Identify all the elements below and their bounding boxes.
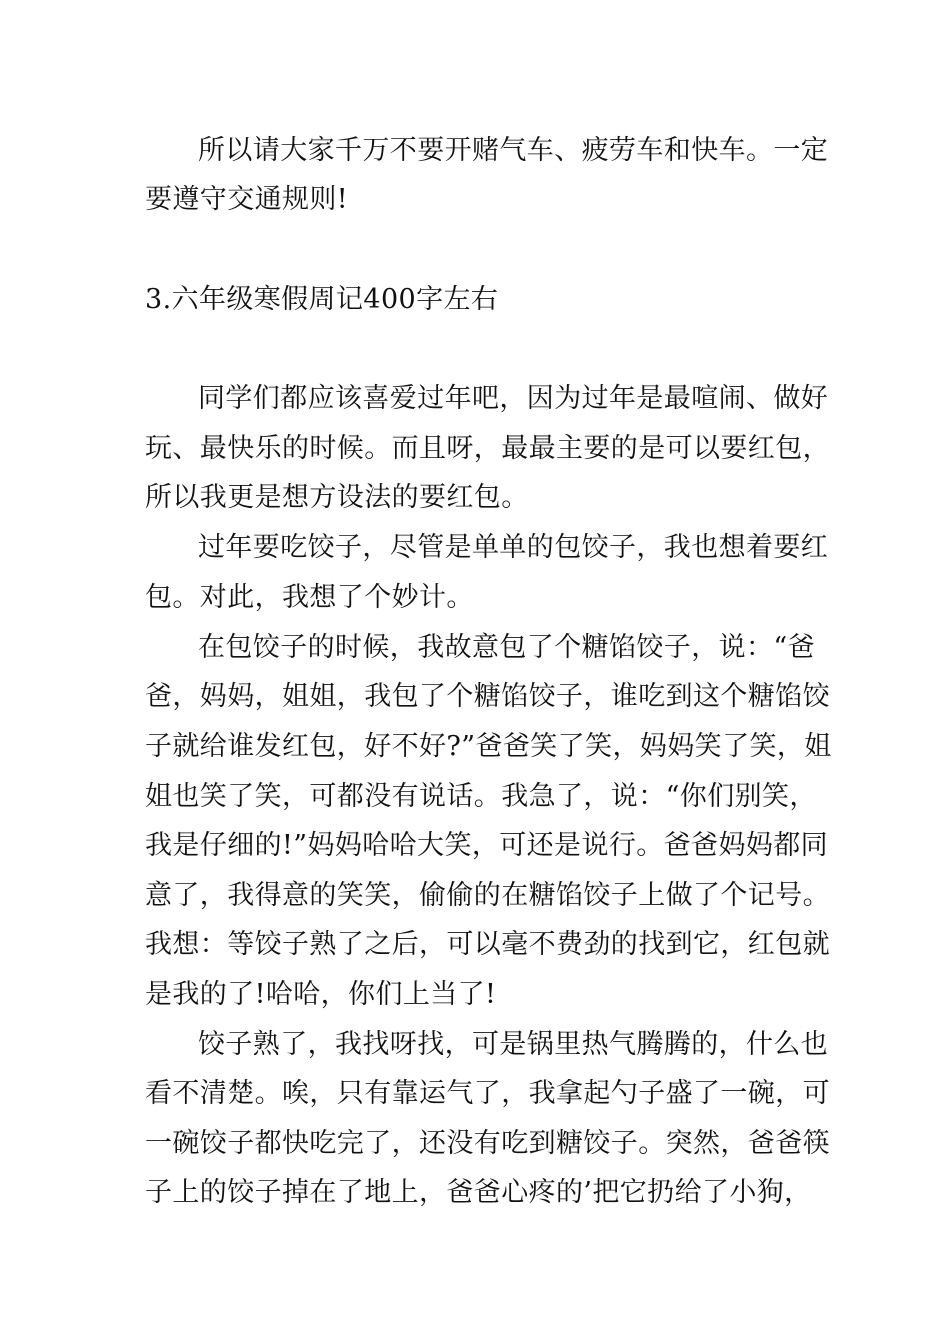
section-heading: 3.六年级寒假周记400字左右 [145,284,499,315]
paragraph-line: 爸，妈妈，姐姐，我包了个糖馅饺子，谁吃到这个糖馅饺 [145,681,830,712]
paragraph-line: 饺子熟了，我找呀找，可是锅里热气腾腾的，什么也 [198,1029,829,1060]
paragraph-line: 子就给谁发红包，好不好?”爸爸笑了笑，妈妈笑了笑，姐 [145,731,832,762]
paragraph-line: 包。对此，我想了个妙计。 [145,582,474,613]
paragraph-line: 所以请大家千万不要开赌气车、疲劳车和快车。一定 [198,135,829,166]
paragraph-line: 我想：等饺子熟了之后，可以毫不费劲的找到它，红包就 [145,929,830,960]
paragraph-line: 同学们都应该喜爱过年吧，因为过年是最喧闹、做好 [198,383,829,414]
paragraph-line: 姐也笑了笑，可都没有说话。我急了，说：“你们别笑， [145,781,817,812]
paragraph-line: 在包饺子的时候，我故意包了个糖馅饺子，说：“爸 [198,632,816,663]
paragraph-line: 意了，我得意的笑笑，偷偷的在糖馅饺子上做了个记号。 [145,880,830,911]
paragraph-line: 玩、最快乐的时候。而且呀，最最主要的是可以要红包， [145,433,830,464]
paragraph-line: 过年要吃饺子，尽管是单单的包饺子，我也想着要红 [198,532,829,563]
paragraph-line: 所以我更是想方设法的要红包。 [145,482,529,513]
paragraph-line: 是我的了!哈哈，你们上当了! [145,979,497,1010]
paragraph-line: 要遵守交通规则! [145,184,349,215]
paragraph-line: 一碗饺子都快吃完了，还没有吃到糖饺子。突然，爸爸筷 [145,1128,830,1159]
paragraph-line: 看不清楚。唉，只有靠运气了，我拿起勺子盛了一碗，可 [145,1078,830,1109]
paragraph-line: 子上的饺子掉在了地上，爸爸心疼的’把它扔给了小狗， [145,1177,812,1208]
paragraph-line: 我是仔细的!”妈妈哈哈大笑，可还是说行。爸爸妈妈都同 [145,830,829,861]
